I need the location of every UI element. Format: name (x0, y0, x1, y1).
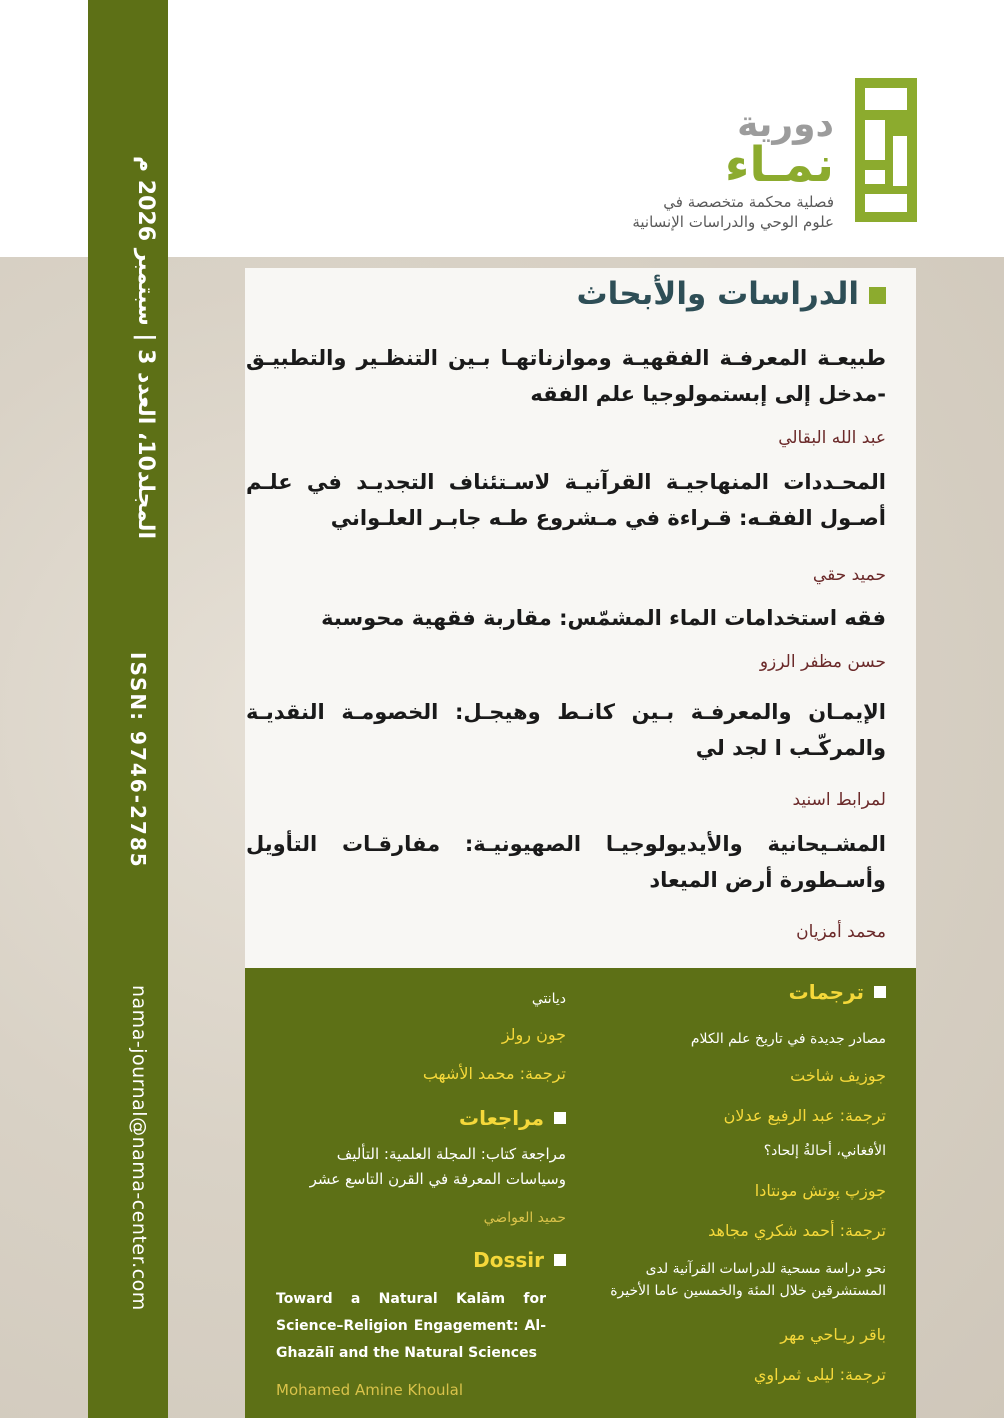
translation-author: جوزپ پوتش مونتادا (754, 1181, 886, 1200)
article-title: طبيعـة المعرفـة الفقهيـة وموازناتهـا بـين التنظـير والتطبيـق -مدخل إلى إبستمولوجيا علم الفقه (246, 346, 886, 406)
translations-heading-text: ترجمات (788, 980, 864, 1004)
dossier-author: Mohamed Amine Khoulal (276, 1381, 464, 1399)
brand-subtitle-line: علوم الوحي والدراسات الإنسانية (632, 213, 834, 231)
article-author: عبد الله البقالي (778, 428, 886, 448)
article-title: الإيمـان والمعرفـة بـين كانـط وهيجـل: الخصومـة النقديـة والمركّـب ا لجد لي (246, 700, 886, 760)
brand-subtitle-line: فصلية محكمة متخصصة في (663, 193, 834, 211)
section-square-icon (869, 287, 886, 304)
article-author: حسن مظفر الرزو (759, 652, 886, 672)
translation-author: جون رولز (501, 1025, 566, 1044)
translation-author: جوزيف شاخت (790, 1066, 886, 1085)
reviews-heading-text: مراجعات (459, 1106, 544, 1130)
review-author: حميد العواضي (483, 1210, 566, 1226)
article-author: محمد أمزيان (796, 922, 886, 942)
brand-name: نمـاء (724, 137, 834, 193)
section-square-icon (874, 986, 886, 998)
review-title: مراجعة كتاب: المجلة العلمية: التأليف وسياسات المعرفة في القرن التاسع عشر (309, 1145, 566, 1188)
translation-translator: ترجمة: عبد الرفيع عدلان (723, 1106, 886, 1125)
article-title: المشـيحانية والأيديولوجيـا الصهيونيـة: مفارقـات التأويل وأسـطورة أرض الميعاد (246, 832, 886, 892)
article-title: فقه استخدامات الماء المشمّس: مقاربة فقهية محوسبة (321, 606, 886, 630)
dossier-title: Toward a Natural Kalām for Science–Religion Engagement: Al-Ghazālī and the Natural Sciences (276, 1291, 546, 1361)
translation-author: باقر ريـاحي مهر (780, 1325, 886, 1344)
reviews-heading (276, 1106, 566, 1130)
issn-label: ISSN: 9746-2785 (126, 652, 150, 869)
translations-column (596, 980, 886, 1384)
article-author: لمرابط اسنيد (792, 790, 886, 810)
brand-top-text: دورية (737, 104, 834, 145)
brand-subtitle (632, 192, 834, 232)
translation-title: ديانتي (531, 991, 566, 1007)
studies-heading-text: الدراسات والأبحاث (576, 276, 859, 312)
dossier-heading (276, 1248, 566, 1272)
dossier-heading-text: Dossir (473, 1248, 544, 1272)
translation-translator: ترجمة: محمد الأشهب (422, 1064, 566, 1083)
volume-issue-label: المجلد10، العدد 3 | سبتمبر 2026 م (133, 156, 158, 540)
article-title: المحـددات المنهاجيـة القرآنيـة لاسـتئناف التجديـد في علـم أصـول الفقـه: قـراءة في مـشروع طـه جابـر العلـواني (246, 470, 886, 530)
section-square-icon (554, 1254, 566, 1266)
translation-translator: ترجمة: أحمد شكري مجاهد (708, 1221, 886, 1240)
email-label: nama-journal@nama-center.com (128, 985, 150, 1311)
translation-translator: ترجمة: ليلى ثمراوي (753, 1365, 886, 1384)
translation-title: مصادر جديدة في تاريخ علم الكلام (690, 1031, 886, 1047)
article-author: حميد حقي (812, 565, 886, 585)
journal-logo-icon (855, 78, 917, 222)
translation-title: الأفغاني، أحالةُ إلحاد؟ (763, 1143, 886, 1159)
translations-heading (596, 980, 886, 1004)
section-square-icon (554, 1112, 566, 1124)
studies-heading (577, 276, 886, 312)
translation-title: نحو دراسة مسحية للدراسات القرآنية لدى المستشرقين خلال المئة والخمسين عاما الأخيرة (610, 1261, 886, 1299)
